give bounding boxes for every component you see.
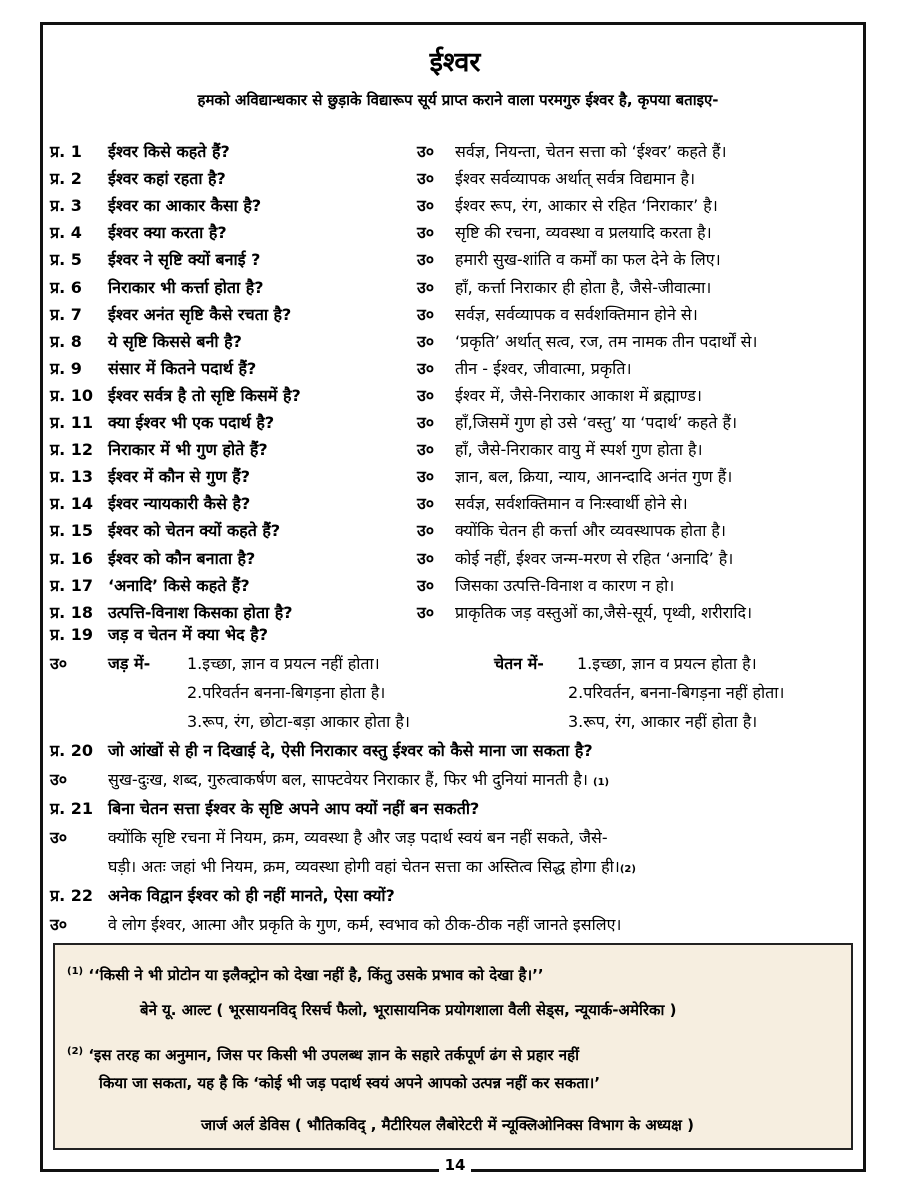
question-text: संसार में कितने पदार्थ हैं? xyxy=(108,358,257,378)
qa-row xyxy=(50,574,860,600)
answer-text: जिसका उत्पत्ति-विनाश व कारण न हो। xyxy=(455,575,675,595)
q19-answer-row-3 xyxy=(50,710,860,736)
question-text: ईश्वर अनंत सृष्टि कैसे रचता है? xyxy=(108,304,292,324)
answer-text: प्राकृतिक जड़ वस्तुओं का,जैसे-सूर्य, पृथ्वी, शरीरादि। xyxy=(455,602,753,622)
qa-row xyxy=(50,330,860,356)
answer-marker: उ० xyxy=(417,196,435,216)
q21-answer-line-1 xyxy=(50,826,860,852)
answer-marker: उ० xyxy=(50,654,68,673)
chetan-label: चेतन में- xyxy=(494,654,544,673)
q21-answer-line-2 xyxy=(50,855,860,881)
question-number: प्र. 22 xyxy=(50,886,94,905)
answer-marker: उ० xyxy=(417,494,435,514)
answer-marker: उ० xyxy=(417,223,435,243)
question-number: प्र. 19 xyxy=(50,625,94,644)
answer-marker: उ० xyxy=(417,602,435,622)
answer-text: हाँ, कर्त्ता निराकार ही होता है, जैसे-जीवात्मा। xyxy=(455,277,712,297)
answer-text: सुख-दुःख, शब्द, गुरुत्वाकर्षण बल, साफ्टवेयर निराकार हैं, फिर भी दुनियां मानती है। (1) xyxy=(108,770,610,789)
qa-row xyxy=(50,384,860,410)
chetan-item: 3.रूप, रंग, आकार नहीं होता है। xyxy=(568,712,758,731)
answer-text: क्योंकि चेतन ही कर्त्ता और व्यवस्थापक होता है। xyxy=(455,521,726,541)
qa-row xyxy=(50,492,860,518)
page-number: 14 xyxy=(0,1156,910,1174)
answer-marker: उ० xyxy=(50,828,68,847)
jad-item: 1.इच्छा, ज्ञान व प्रयत्न नहीं होता। xyxy=(187,654,380,673)
question-number: प्र. 6 xyxy=(50,277,82,297)
qa-row xyxy=(50,167,860,193)
answer-marker: उ० xyxy=(417,521,435,541)
qa-row xyxy=(50,438,860,464)
answer-text: तीन - ईश्वर, जीवात्मा, प्रकृति। xyxy=(455,358,632,378)
question-text: ईश्वर किसे कहते हैं? xyxy=(108,142,230,161)
answer-text: ईश्वर सर्वव्यापक अर्थात् सर्वत्र विद्यमान है। xyxy=(455,169,696,189)
question-number: प्र. 11 xyxy=(50,413,94,432)
question-text: बिना चेतन सत्ता ईश्वर के सृष्टि अपने आप क्यों नहीं बन सकती? xyxy=(108,799,480,818)
qa-row xyxy=(50,194,860,220)
intro-text: हमको अविद्यान्धकार से छुड़ाके विद्यारूप सूर्य प्राप्त कराने वाला परमगुरु ईश्वर है, कृपया बताइए- xyxy=(197,91,719,109)
answer-text: कोई नहीं, ईश्वर जन्म-मरण से रहित ‘अनादि’ है। xyxy=(455,548,734,568)
footnote-ref: (1) xyxy=(593,777,610,788)
question-text: ईश्वर कहां रहता है? xyxy=(108,169,226,189)
question-number: प्र. 7 xyxy=(50,304,82,324)
answer-marker: उ० xyxy=(417,277,435,297)
answer-marker: उ० xyxy=(417,250,435,270)
answer-marker: उ० xyxy=(417,385,435,405)
answer-text: सर्वज्ञ, सर्वव्यापक व सर्वशक्तिमान होने से। xyxy=(455,304,698,324)
answer-marker: उ० xyxy=(50,770,68,789)
answer-text: घड़ी। अतः जहां भी नियम, क्रम, व्यवस्था होगी वहां चेतन सत्ता का अस्तित्व सिद्ध होगा ही।(2) xyxy=(108,857,636,876)
question-text: ये सृष्टि किससे बनी है? xyxy=(108,331,242,351)
question-number: प्र. 8 xyxy=(50,331,82,351)
question-text: क्या ईश्वर भी एक पदार्थ है? xyxy=(108,413,275,432)
question-number: प्र. 14 xyxy=(50,494,94,514)
answer-marker: उ० xyxy=(417,467,435,487)
q19-answer-row-2 xyxy=(50,681,860,707)
answer-text: सृष्टि की रचना, व्यवस्था व प्रलयादि करता है। xyxy=(455,223,712,243)
chetan-item: 2.परिवर्तन, बनना-बिगड़ना नहीं होता। xyxy=(568,683,785,702)
question-number: प्र. 16 xyxy=(50,548,94,568)
qa-row-22 xyxy=(50,884,860,910)
question-text: ईश्वर सर्वत्र है तो सृष्टि किसमें है? xyxy=(108,385,301,405)
q22-answer xyxy=(50,913,860,939)
quote-2-text-1: ‘इस तरह का अनुमान, जिस पर किसी भी उपलब्ध ज्ञान के सहारे तर्कपूर्ण ढंग से प्रहार नहीं xyxy=(88,1046,579,1064)
footnote-mark: (2) xyxy=(67,1046,84,1057)
answer-text: हाँ,जिसमें गुण हो उसे ‘वस्तु’ या ‘पदार्थ’ कहते हैं। xyxy=(455,413,738,432)
qa-row xyxy=(50,140,860,166)
q20-answer xyxy=(50,768,860,794)
question-text: निराकार में भी गुण होते हैं? xyxy=(108,440,268,460)
question-number: प्र. 10 xyxy=(50,385,94,405)
chetan-item: 1.इच्छा, ज्ञान व प्रयत्न होता है। xyxy=(577,654,757,673)
answer-text: ‘प्रकृति’ अर्थात् सत्व, रज, तम नामक तीन पदार्थों से। xyxy=(455,331,758,351)
question-number: प्र. 1 xyxy=(50,142,82,161)
question-text: निराकार भी कर्त्ता होता है? xyxy=(108,277,264,297)
quote-1-text: ‘‘किसी ने भी प्रोटोन या इलैक्ट्रोन को देखा नहीं है, किंतु उसके प्रभाव को देखा है।’’ xyxy=(88,966,544,984)
answer-marker: उ० xyxy=(417,575,435,595)
question-text: ईश्वर को कौन बनाता है? xyxy=(108,548,256,568)
qa-row xyxy=(50,357,860,383)
qa-row xyxy=(50,465,860,491)
quote-box xyxy=(53,943,853,1150)
qa-row xyxy=(50,519,860,545)
answer-text: ईश्वर रूप, रंग, आकार से रहित ‘निराकार’ है। xyxy=(455,196,718,216)
question-text: ‘अनादि’ किसे कहते हैं? xyxy=(108,575,250,595)
quote-1-author: बेने यू. आल्ट ( भूरसायनविद् रिसर्च फैलो, भूरासायनिक प्रयोगशाला वैली सेड्स, न्यूयार्क-अमेरिका ) xyxy=(140,1001,677,1019)
question-text: ईश्वर का आकार कैसा है? xyxy=(108,196,262,216)
answer-text: हमारी सुख-शांति व कर्मों का फल देने के लिए। xyxy=(455,250,721,270)
answer-marker: उ० xyxy=(417,304,435,324)
qa-row xyxy=(50,411,860,437)
question-text: जड़ व चेतन में क्या भेद है? xyxy=(108,625,268,644)
question-number: प्र. 5 xyxy=(50,250,82,270)
qa-row-21 xyxy=(50,797,860,823)
footnote-mark: (1) xyxy=(67,966,84,977)
jad-item: 3.रूप, रंग, छोटा-बड़ा आकार होता है। xyxy=(187,712,410,731)
question-number: प्र. 12 xyxy=(50,440,94,460)
qa-row xyxy=(50,221,860,247)
footnote-ref: (2) xyxy=(619,864,636,875)
question-text: ईश्वर न्यायकारी कैसे है? xyxy=(108,494,251,514)
answer-text: क्योंकि सृष्टि रचना में नियम, क्रम, व्यवस्था है और जड़ पदार्थ स्वयं बन नहीं सकते, जैसे- xyxy=(108,828,608,847)
q19-answer-row-1 xyxy=(50,652,860,678)
question-number: प्र. 21 xyxy=(50,799,94,818)
page-title: ईश्वर xyxy=(429,47,481,78)
question-text: उत्पत्ति-विनाश किसका होता है? xyxy=(108,602,293,622)
quote-1 xyxy=(67,965,544,985)
question-text: ईश्वर में कौन से गुण हैं? xyxy=(108,467,250,487)
quote-2-author: जार्ज अर्ल डेविस ( भौतिकविद् , मैटीरियल लैबोरेटरी में न्यूक्लिओनिक्स विभाग के अध्यक्ष ) xyxy=(201,1116,694,1134)
answer-text: सर्वज्ञ, नियन्ता, चेतन सत्ता को ‘ईश्वर’ कहते हैं। xyxy=(455,142,727,161)
answer-text: सर्वज्ञ, सर्वशक्तिमान व निःस्वार्थी होने से। xyxy=(455,494,688,514)
answer-marker: उ० xyxy=(417,548,435,568)
answer-text: ज्ञान, बल, क्रिया, न्याय, आनन्दादि अनंत गुण हैं। xyxy=(455,467,733,487)
question-number: प्र. 9 xyxy=(50,358,82,378)
question-number: प्र. 4 xyxy=(50,223,82,243)
question-number: प्र. 3 xyxy=(50,196,82,216)
qa-row xyxy=(50,547,860,573)
answer-marker: उ० xyxy=(50,915,68,934)
question-text: ईश्वर क्या करता है? xyxy=(108,223,227,243)
qa-row-19 xyxy=(50,623,860,649)
answer-marker: उ० xyxy=(417,169,435,189)
jad-item: 2.परिवर्तन बनना-बिगड़ना होता है। xyxy=(187,683,386,702)
qa-row xyxy=(50,303,860,329)
question-text: अनेक विद्वान ईश्वर को ही नहीं मानते, ऐसा क्यों? xyxy=(108,886,395,905)
question-text: ईश्वर ने सृष्टि क्यों बनाई ? xyxy=(108,250,261,270)
answer-marker: उ० xyxy=(417,358,435,378)
question-number: प्र. 15 xyxy=(50,521,94,541)
answer-marker: उ० xyxy=(417,142,435,161)
answer-text: हाँ, जैसे-निराकार वायु में स्पर्श गुण होता है। xyxy=(455,440,703,460)
question-number: प्र. 18 xyxy=(50,602,94,622)
qa-row xyxy=(50,248,860,274)
answer-text: ईश्वर में, जैसे-निराकार आकाश में ब्रह्माण्ड। xyxy=(455,385,702,405)
question-text: जो आंखों से ही न दिखाई दे, ऐसी निराकार वस्तु ईश्वर को कैसे माना जा सकता है? xyxy=(108,741,593,760)
question-text: ईश्वर को चेतन क्यों कहते हैं? xyxy=(108,521,281,541)
quote-2-text-2: किया जा सकता, यह है कि ‘कोई भी जड़ पदार्थ स्वयं अपने आपको उत्पन्न नहीं कर सकता।’ xyxy=(99,1074,601,1092)
answer-marker: उ० xyxy=(417,413,435,432)
question-number: प्र. 13 xyxy=(50,467,94,487)
question-number: प्र. 2 xyxy=(50,169,82,189)
qa-row-20 xyxy=(50,739,860,765)
question-number: प्र. 20 xyxy=(50,741,94,760)
question-number: प्र. 17 xyxy=(50,575,94,595)
jad-label: जड़ में- xyxy=(108,654,151,673)
quote-2 xyxy=(67,1045,579,1065)
answer-marker: उ० xyxy=(417,440,435,460)
answer-text: वे लोग ईश्वर, आत्मा और प्रकृति के गुण, कर्म, स्वभाव को ठीक-ठीक नहीं जानते इसलिए। xyxy=(108,915,622,934)
answer-marker: उ० xyxy=(417,331,435,351)
qa-row xyxy=(50,276,860,302)
